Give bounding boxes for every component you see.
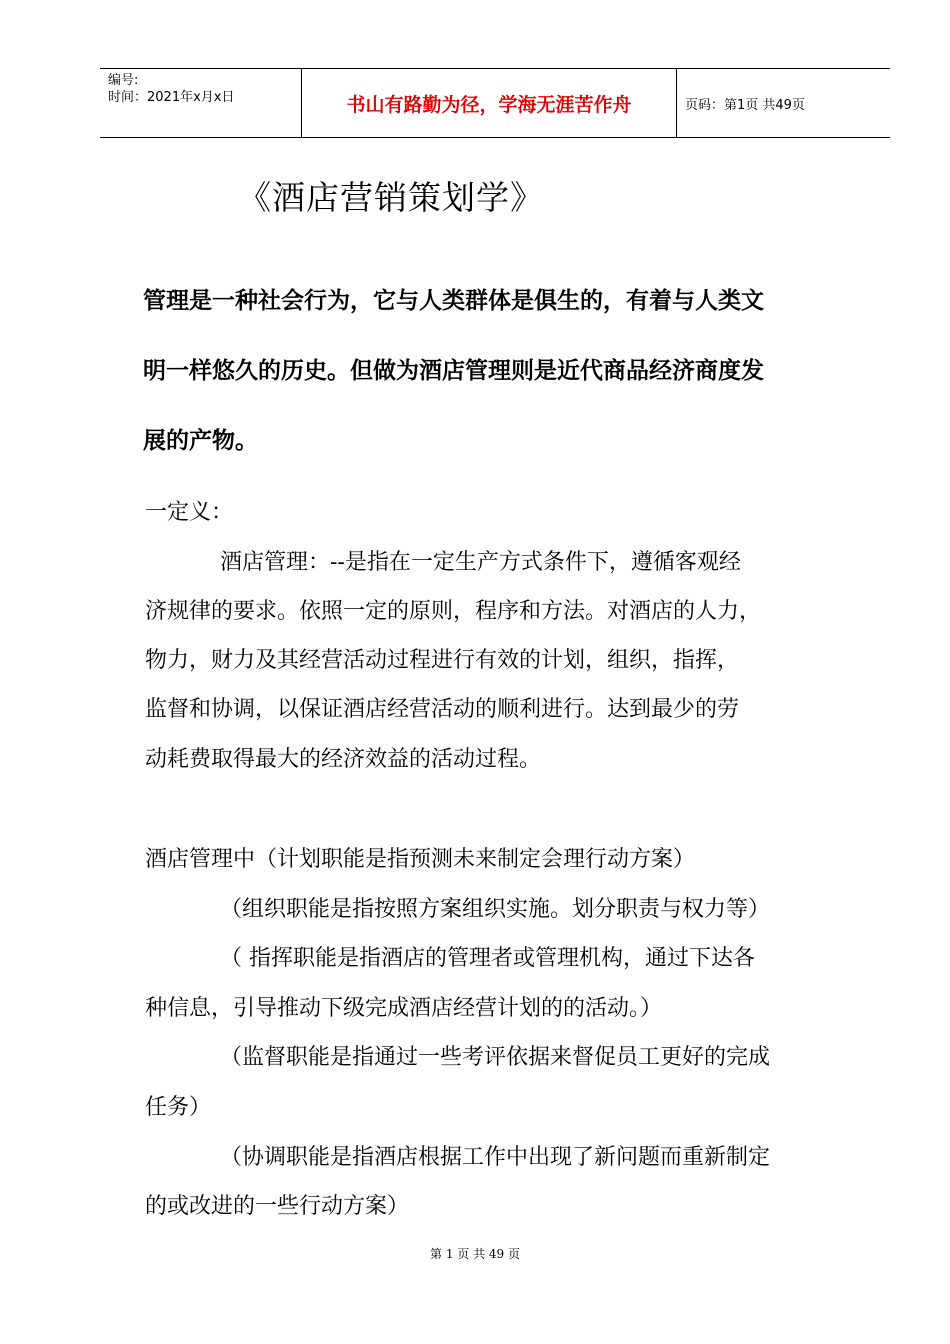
header-meta bbox=[100, 69, 302, 137]
functions-line: （监督职能是指通过一些考评依据来督促员工更好的完成 bbox=[220, 1045, 771, 1070]
functions-line: 酒店管理中（计划职能是指预测未来制定会理行动方案） bbox=[145, 847, 696, 872]
definition-line: 监督和协调，以保证酒店经营活动的顺利进行。达到最少的劳 bbox=[145, 697, 740, 722]
page-footer: 第 1 页 共 49 页 bbox=[430, 1247, 520, 1261]
definition-line: 动耗费取得最大的经济效益的活动过程。 bbox=[145, 747, 542, 772]
header-table bbox=[100, 68, 890, 138]
definition-line: 济规律的要求。依照一定的原则，程序和方法。对酒店的人力， bbox=[145, 599, 762, 624]
definition-line: 物力，财力及其经营活动过程进行有效的计划，组织，指挥， bbox=[145, 648, 740, 673]
number-label: 编号: bbox=[108, 73, 139, 88]
intro-line: 明一样悠久的历史。但做为酒店管理则是近代商品经济商度发 bbox=[143, 358, 764, 384]
functions-line: 种信息，引导推动下级完成酒店经营计划的的活动。） bbox=[145, 996, 663, 1021]
intro-line: 管理是一种社会行为，它与人类群体是俱生的，有着与人类文 bbox=[143, 288, 764, 314]
document-title: 《酒店营销策划学》 bbox=[238, 178, 544, 217]
functions-line: （组织职能是指按照方案组织实施。划分职责与权力等） bbox=[220, 897, 771, 922]
functions-line: （协调职能是指酒店根据工作中出现了新问题而重新制定 bbox=[220, 1145, 771, 1170]
functions-line: （ 指挥职能是指酒店的管理者或管理机构，通过下达各 bbox=[220, 946, 755, 971]
header-motto: 书山有路勤为径，学海无涯苦作舟 bbox=[302, 69, 677, 137]
functions-line: 任务） bbox=[145, 1095, 212, 1120]
definition-line: 酒店管理：--是指在一定生产方式条件下，遵循客观经 bbox=[220, 550, 741, 575]
definition-heading: 一定义： bbox=[145, 500, 234, 525]
functions-line: 的或改进的一些行动方案） bbox=[145, 1194, 410, 1219]
intro-line: 展的产物。 bbox=[143, 428, 258, 454]
header-page-code: 页码：第1页 共49页 bbox=[685, 97, 805, 113]
time-label: 时间：2021年x月x日 bbox=[108, 90, 235, 105]
